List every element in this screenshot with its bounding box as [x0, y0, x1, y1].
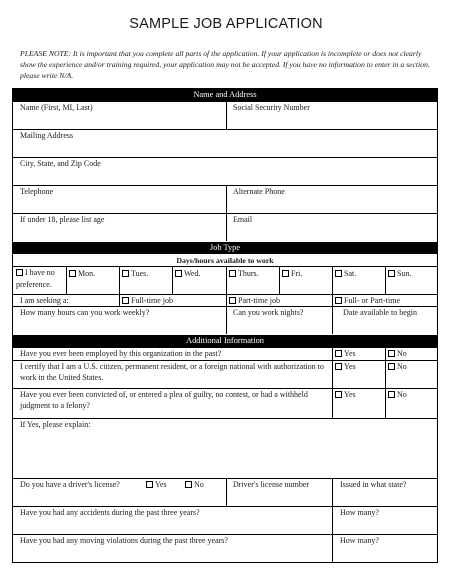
certify-no-checkbox[interactable]: [388, 363, 395, 370]
name-address-header: Name and Address: [13, 89, 437, 101]
city-state-zip-field[interactable]: City, State, and Zip Code: [20, 159, 101, 168]
column-divider: [119, 294, 120, 306]
full-time-checkbox[interactable]: [122, 297, 129, 304]
row-divider: [13, 266, 437, 267]
mon-label: Mon.: [78, 269, 96, 278]
work-nights-field[interactable]: Can you work nights?: [233, 308, 304, 317]
additional-info-header: Additional Information: [13, 335, 437, 347]
license-no-option[interactable]: [185, 479, 204, 490]
full-time-label: Full-time job: [131, 296, 173, 305]
yes-label: Yes: [155, 480, 167, 489]
thurs-checkbox[interactable]: [229, 270, 236, 277]
tues-label: Tues.: [131, 269, 149, 278]
explain-field[interactable]: If Yes, please explain:: [20, 420, 91, 429]
full-or-part-label: Full- or Part-time: [344, 296, 400, 305]
ssn-field[interactable]: Social Security Number: [233, 103, 310, 112]
fri-checkbox[interactable]: [282, 270, 289, 277]
days-hours-subheader: Days/hours available to work: [176, 256, 274, 265]
day-option-mon[interactable]: [69, 268, 95, 279]
no-label: No: [397, 362, 407, 371]
column-divider: [226, 306, 227, 334]
accidents-question: Have you had any accidents during the past three years?: [20, 508, 200, 517]
issued-state-field[interactable]: Issued in what state?: [340, 480, 407, 489]
column-divider: [66, 266, 67, 294]
employed-yes-checkbox[interactable]: [335, 350, 342, 357]
day-option-fri[interactable]: [282, 268, 302, 279]
day-option-sun[interactable]: [388, 268, 411, 279]
certify-yes-checkbox[interactable]: [335, 363, 342, 370]
column-divider: [226, 294, 227, 306]
no-label: No: [194, 480, 204, 489]
day-option-thurs[interactable]: [229, 268, 259, 279]
column-divider: [332, 266, 333, 294]
license-number-field[interactable]: Driver's license number: [233, 480, 310, 489]
felony-yes-option[interactable]: [335, 389, 356, 400]
no-preference-option[interactable]: [16, 267, 64, 291]
no-preference-label: I have no preference.: [16, 268, 55, 289]
employed-yes-option[interactable]: [335, 348, 356, 359]
full-or-part-checkbox[interactable]: [335, 297, 342, 304]
certify-yes-option[interactable]: [335, 361, 356, 372]
employed-before-question: Have you ever been employed by this organization in the past?: [20, 349, 222, 358]
column-divider: [332, 294, 333, 306]
felony-question: Have you ever been convicted of, or entered a plea of guilty, no contest, or had a withheld judgment to a felony?: [20, 390, 308, 410]
alternate-phone-field[interactable]: Alternate Phone: [233, 187, 285, 196]
thurs-label: Thurs.: [238, 269, 259, 278]
under-18-age-field[interactable]: If under 18, please list age: [20, 215, 105, 224]
no-preference-checkbox[interactable]: [16, 269, 23, 276]
hours-weekly-field[interactable]: How many hours can you work weekly?: [20, 308, 150, 317]
employed-no-option[interactable]: [388, 348, 407, 359]
column-divider: [332, 347, 333, 419]
violations-question: Have you had any moving violations during the past three years?: [20, 536, 228, 545]
accidents-count-field[interactable]: How many?: [340, 508, 379, 517]
date-available-field[interactable]: Date available to begin: [343, 308, 417, 317]
wed-checkbox[interactable]: [175, 270, 182, 277]
application-form: [12, 88, 438, 563]
seeking-label: I am seeking a:: [20, 296, 69, 305]
license-yes-option[interactable]: [146, 479, 167, 490]
page-title: SAMPLE JOB APPLICATION: [129, 16, 323, 32]
column-divider: [119, 266, 120, 294]
column-divider: [332, 306, 333, 334]
fri-label: Fri.: [291, 269, 303, 278]
mailing-address-field[interactable]: Mailing Address: [20, 131, 74, 140]
employed-no-checkbox[interactable]: [388, 350, 395, 357]
row-divider: [13, 185, 437, 186]
no-label: No: [397, 349, 407, 358]
violations-count-field[interactable]: How many?: [340, 536, 379, 545]
sat-label: Sat.: [344, 269, 357, 278]
wed-label: Wed.: [184, 269, 201, 278]
yes-label: Yes: [344, 390, 356, 399]
column-divider: [172, 266, 173, 294]
sat-checkbox[interactable]: [335, 270, 342, 277]
drivers-license-question: Do you have a driver's license?: [20, 480, 120, 489]
column-divider: [332, 478, 333, 562]
yes-label: Yes: [344, 362, 356, 371]
column-divider: [385, 266, 386, 294]
part-time-label: Part-time job: [238, 296, 280, 305]
column-divider: [226, 478, 227, 506]
tues-checkbox[interactable]: [122, 270, 129, 277]
day-option-tues[interactable]: [122, 268, 148, 279]
part-time-checkbox[interactable]: [229, 297, 236, 304]
row-divider: [13, 129, 437, 130]
column-divider: [279, 266, 280, 294]
day-option-sat[interactable]: [335, 268, 356, 279]
yes-label: Yes: [344, 349, 356, 358]
felony-yes-checkbox[interactable]: [335, 391, 342, 398]
column-divider: [385, 347, 386, 419]
column-divider: [226, 101, 227, 129]
sun-label: Sun.: [397, 269, 412, 278]
full-or-part-option[interactable]: [335, 295, 400, 306]
citizenship-certification: I certify that I am a U.S. citizen, permanent resident, or a foreign national with authorization to work in the United States.: [20, 362, 324, 382]
no-label: No: [397, 390, 407, 399]
part-time-option[interactable]: [229, 295, 280, 306]
full-time-option[interactable]: [122, 295, 173, 306]
day-option-wed[interactable]: [175, 268, 200, 279]
mon-checkbox[interactable]: [69, 270, 76, 277]
column-divider: [226, 266, 227, 294]
sun-checkbox[interactable]: [388, 270, 395, 277]
felony-no-option[interactable]: [388, 389, 407, 400]
license-no-checkbox[interactable]: [185, 481, 192, 488]
telephone-field[interactable]: Telephone: [20, 187, 54, 196]
email-field[interactable]: Email: [233, 215, 253, 224]
license-yes-checkbox[interactable]: [146, 481, 153, 488]
name-field[interactable]: Name (First, MI, Last): [20, 103, 93, 112]
job-type-header: Job Type: [13, 242, 437, 254]
certify-no-option[interactable]: [388, 361, 407, 372]
instructions-note: PLEASE NOTE: It is important that you complete all parts of the application. If your application is incomplete or does not clearly show the experience and/or training required, your application may not be accepted. If you have no information to enter in a section, please write N/A.: [20, 49, 430, 81]
felony-no-checkbox[interactable]: [388, 391, 395, 398]
